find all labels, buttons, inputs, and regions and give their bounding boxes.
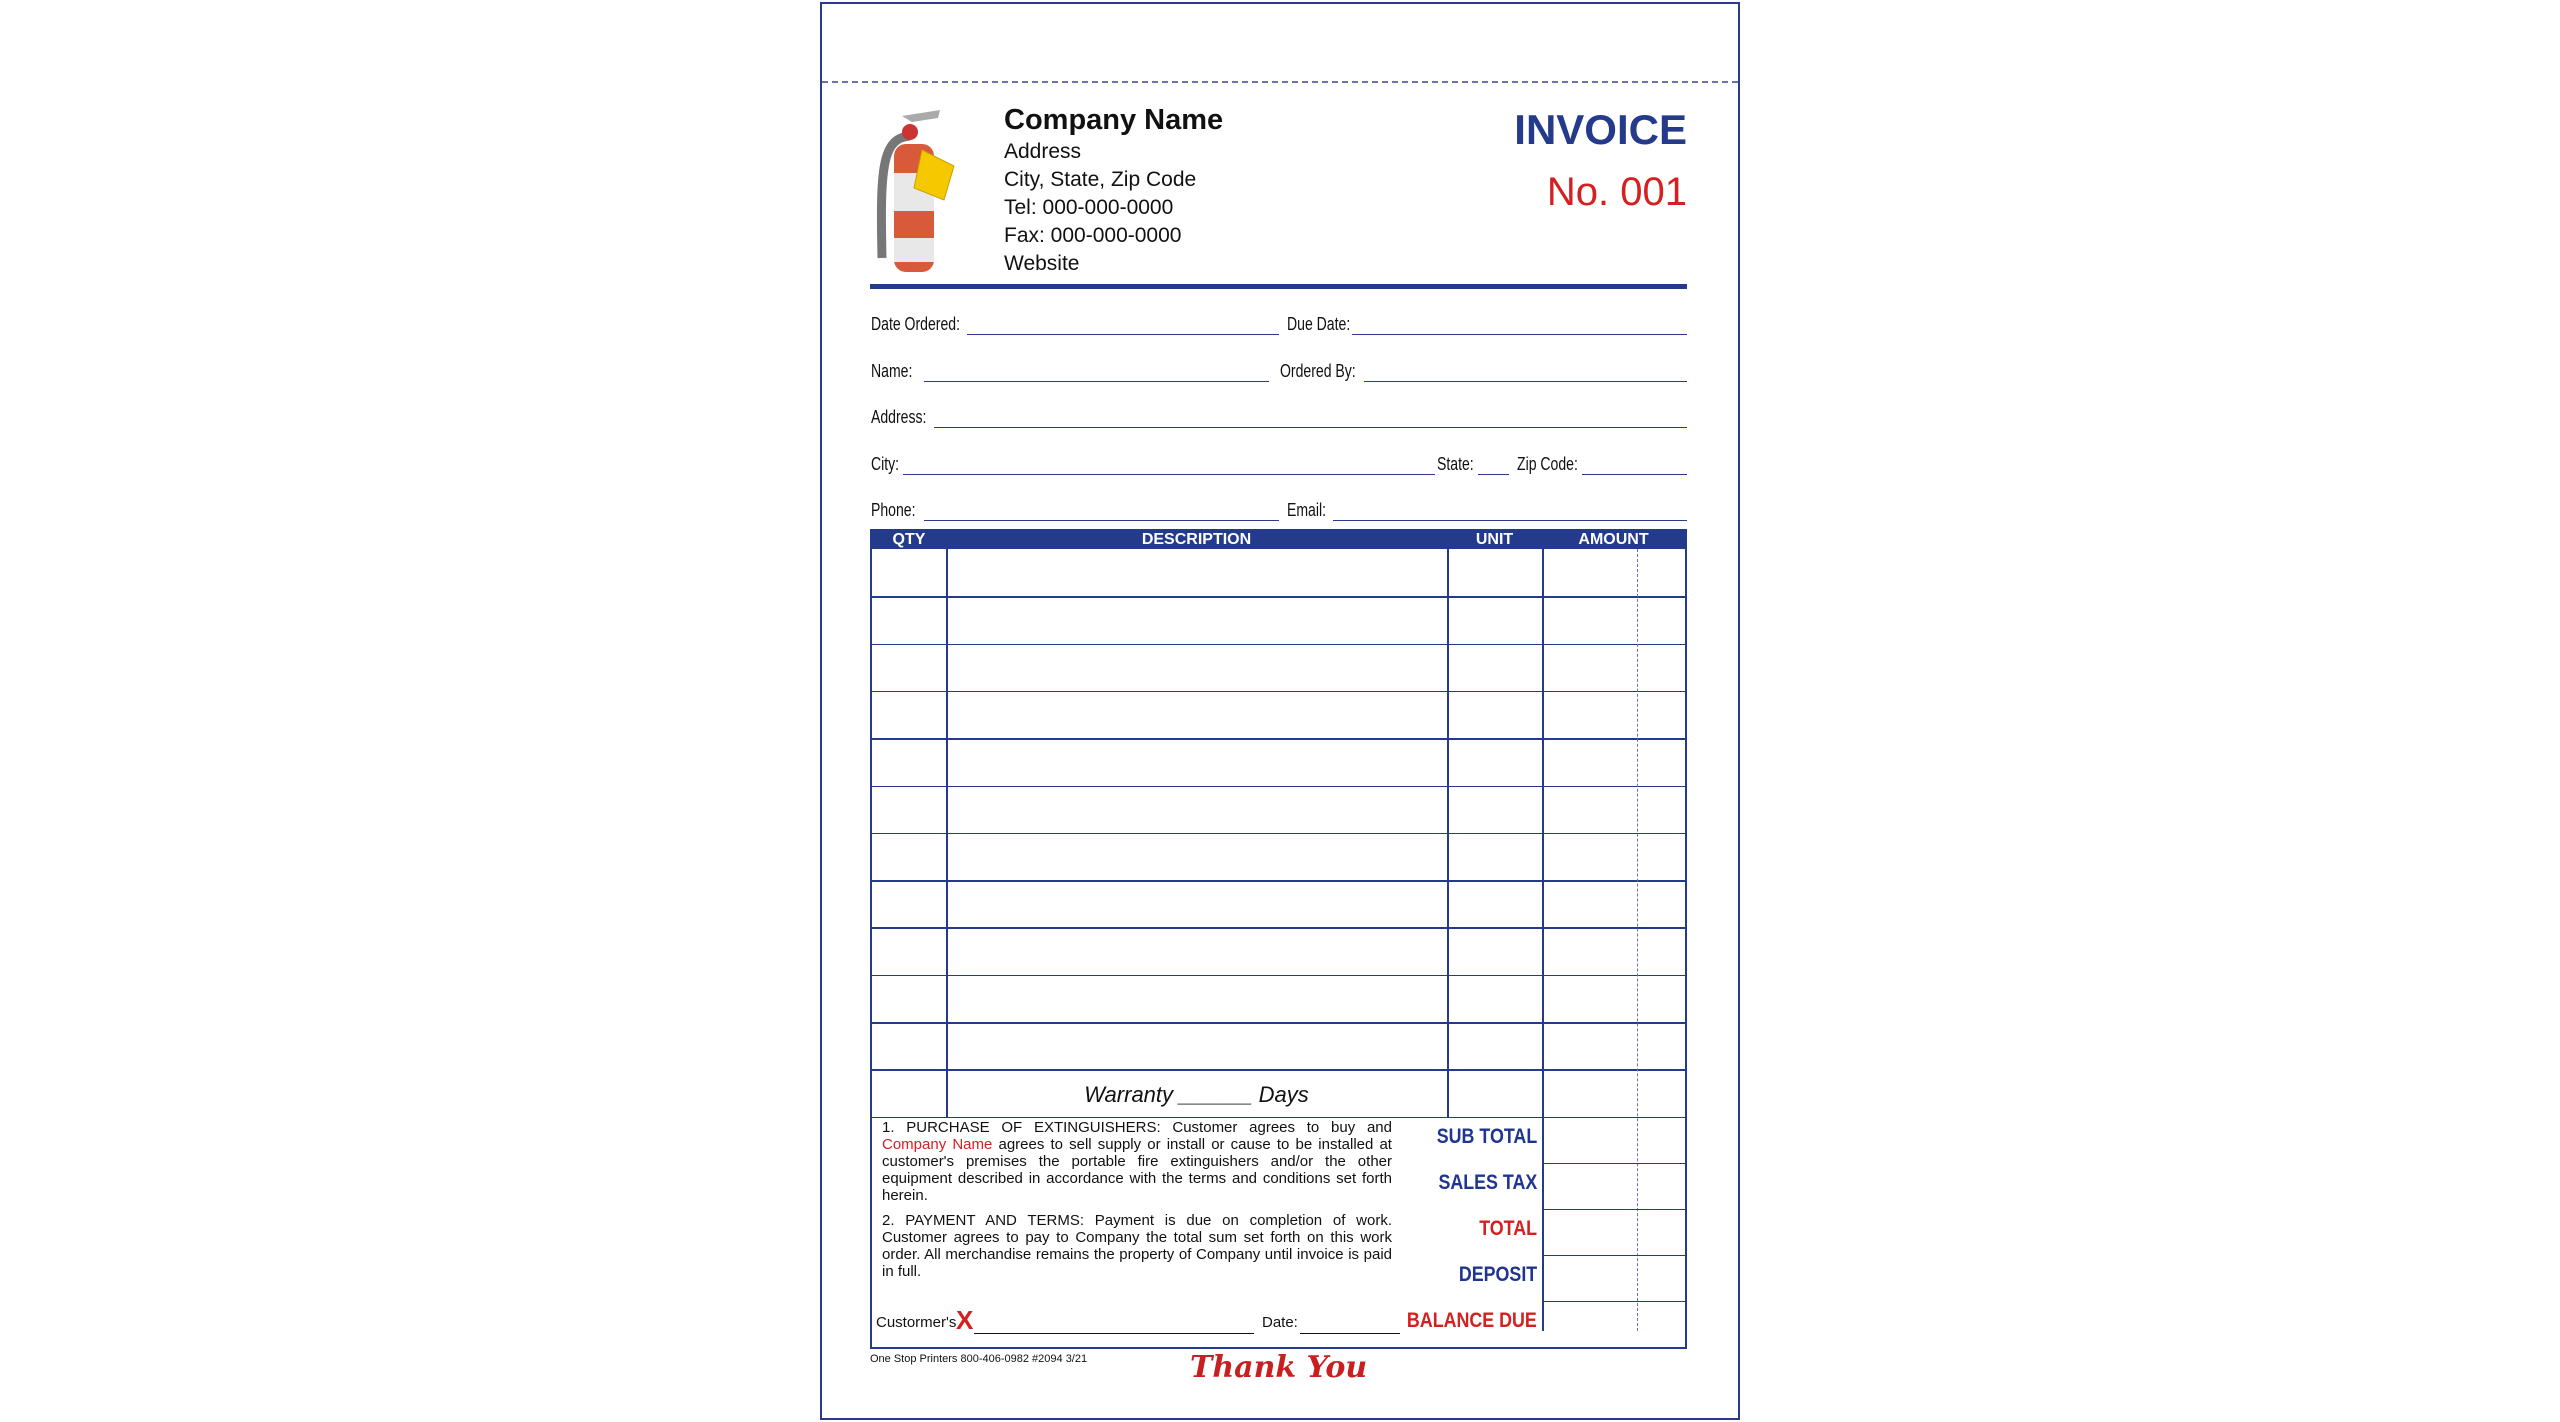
- qty-cell[interactable]: [872, 691, 946, 738]
- amount-cell[interactable]: [1544, 1022, 1685, 1069]
- amount-cell[interactable]: [1544, 1069, 1685, 1116]
- company-website: Website: [1004, 252, 1080, 275]
- amount-cell[interactable]: [1544, 975, 1685, 1022]
- description-cell[interactable]: [948, 549, 1447, 596]
- unit-cell[interactable]: [1449, 549, 1542, 596]
- amount-cell[interactable]: [1544, 738, 1685, 785]
- ordered-by-field[interactable]: [1364, 381, 1687, 382]
- printer-info: One Stop Printers 800-406-0982 #2094 3/21: [870, 1353, 1088, 1365]
- description-cell[interactable]: [948, 833, 1447, 880]
- qty-cell[interactable]: [872, 644, 946, 691]
- due-date-label: Due Date:: [1287, 314, 1351, 334]
- amount-cell[interactable]: [1544, 833, 1685, 880]
- terms-purchase: [882, 1119, 1392, 1204]
- qty-cell[interactable]: [872, 833, 946, 880]
- amount-cell[interactable]: [1544, 880, 1685, 927]
- company-fax: Fax: 000-000-0000: [1004, 224, 1182, 247]
- city-field[interactable]: [903, 474, 1435, 475]
- amount-cell[interactable]: [1544, 927, 1685, 974]
- invoice-title: INVOICE: [1514, 106, 1687, 153]
- thank-you: Thank You: [1190, 1350, 1368, 1385]
- line-items-table: [870, 529, 1687, 1349]
- name-label: Name:: [871, 361, 913, 381]
- state-label: State:: [1437, 454, 1474, 474]
- unit-cell[interactable]: [1449, 644, 1542, 691]
- terms-company-name: Company Name: [882, 1136, 993, 1153]
- description-cell[interactable]: [948, 738, 1447, 785]
- description-cell[interactable]: [948, 880, 1447, 927]
- terms-payment: 2. PAYMENT AND TERMS: Payment is due on completion of work. Customer agrees to pay to Company the total sum set forth on this work order. All merchandise remains the property of Company until invoice is paid in full.: [882, 1212, 1392, 1280]
- total-label-deposit: DEPOSIT: [1458, 1262, 1537, 1286]
- description-cell[interactable]: [948, 975, 1447, 1022]
- fire-extinguisher-logo: [872, 108, 962, 278]
- zip-label: Zip Code:: [1517, 454, 1578, 474]
- unit-cell[interactable]: [1449, 691, 1542, 738]
- zip-field[interactable]: [1582, 474, 1687, 475]
- ordered-by-label: Ordered By:: [1280, 361, 1356, 381]
- terms-1-text-cont: agrees to sell supply or install or cause to be installed at customer's premises the portable fire extinguishers and/or the other equipment described in accordance with the terms and conditions set forth herein.: [882, 1136, 1392, 1204]
- total-value-cell[interactable]: [1544, 1255, 1685, 1301]
- unit-cell[interactable]: [1449, 927, 1542, 974]
- amount-cell[interactable]: [1544, 691, 1685, 738]
- qty-cell[interactable]: [872, 1022, 946, 1069]
- address-field[interactable]: [934, 427, 1687, 428]
- invoice-number: No. 001: [1546, 170, 1687, 214]
- unit-cell[interactable]: [1449, 596, 1542, 643]
- signature-date-field[interactable]: [1300, 1333, 1400, 1334]
- amount-cell[interactable]: [1544, 644, 1685, 691]
- terms-section: [882, 1119, 1392, 1280]
- qty-cell[interactable]: [872, 596, 946, 643]
- amount-cell[interactable]: [1544, 549, 1685, 596]
- qty-cell[interactable]: [872, 549, 946, 596]
- perforation-line: [822, 81, 1738, 83]
- email-label: Email:: [1287, 500, 1327, 520]
- total-value-cell[interactable]: [1544, 1209, 1685, 1255]
- header-unit: UNIT: [1475, 531, 1514, 548]
- qty-cell[interactable]: [872, 880, 946, 927]
- description-cell[interactable]: [948, 644, 1447, 691]
- total-label-sub-total: SUB TOTAL: [1436, 1124, 1537, 1148]
- email-field[interactable]: [1333, 520, 1687, 521]
- unit-cell[interactable]: [1449, 975, 1542, 1022]
- due-date-field[interactable]: [1352, 334, 1687, 335]
- date-ordered-label: Date Ordered:: [871, 314, 960, 334]
- header-description: DESCRIPTION: [1141, 531, 1252, 548]
- signature-label: Custormer's: [876, 1314, 957, 1331]
- company-name: Company Name: [1004, 104, 1224, 136]
- address-label: Address:: [871, 407, 927, 427]
- total-value-cell[interactable]: [1544, 1163, 1685, 1209]
- date-ordered-field[interactable]: [967, 334, 1279, 335]
- terms-1-text: 1. PURCHASE OF EXTINGUISHERS: Customer agrees to buy and: [882, 1119, 1392, 1136]
- total-value-cell[interactable]: [1544, 1301, 1685, 1347]
- signature-date-label: Date:: [1262, 1314, 1298, 1331]
- company-address: Address: [1004, 140, 1082, 163]
- signature-field[interactable]: [974, 1333, 1254, 1334]
- total-label-sales-tax: SALES TAX: [1438, 1170, 1537, 1194]
- qty-cell[interactable]: [872, 786, 946, 833]
- qty-cell[interactable]: [872, 927, 946, 974]
- unit-cell[interactable]: [1449, 1022, 1542, 1069]
- state-field[interactable]: [1478, 474, 1509, 475]
- phone-label: Phone:: [871, 500, 916, 520]
- description-cell[interactable]: [948, 1022, 1447, 1069]
- total-label-total: TOTAL: [1479, 1216, 1537, 1240]
- unit-cell[interactable]: [1449, 786, 1542, 833]
- qty-cell[interactable]: [872, 975, 946, 1022]
- amount-cell[interactable]: [1544, 596, 1685, 643]
- unit-cell[interactable]: [1449, 738, 1542, 785]
- total-label-balance-due: BALANCE DUE: [1407, 1308, 1537, 1332]
- header-qty: QTY: [892, 531, 926, 548]
- header-rule: [870, 284, 1687, 289]
- phone-field[interactable]: [924, 520, 1279, 521]
- company-city: City, State, Zip Code: [1004, 168, 1197, 191]
- company-tel: Tel: 000-000-0000: [1004, 196, 1174, 219]
- total-value-cell[interactable]: [1544, 1117, 1685, 1163]
- unit-cell[interactable]: [1449, 833, 1542, 880]
- description-cell[interactable]: [948, 1069, 1447, 1116]
- description-cell[interactable]: [948, 786, 1447, 833]
- description-cell[interactable]: [948, 691, 1447, 738]
- city-label: City:: [871, 454, 900, 474]
- name-field[interactable]: [924, 381, 1269, 382]
- qty-cell[interactable]: [872, 738, 946, 785]
- unit-cell[interactable]: [1449, 880, 1542, 927]
- warranty-text: Warranty ______ Days: [1084, 1082, 1309, 1107]
- qty-cell[interactable]: [872, 1069, 946, 1116]
- description-cell[interactable]: [948, 596, 1447, 643]
- description-cell[interactable]: [948, 927, 1447, 974]
- unit-cell[interactable]: [1449, 1069, 1542, 1116]
- header-amount: AMOUNT: [1578, 531, 1649, 548]
- amount-cell[interactable]: [1544, 786, 1685, 833]
- signature-x: X: [956, 1305, 974, 1335]
